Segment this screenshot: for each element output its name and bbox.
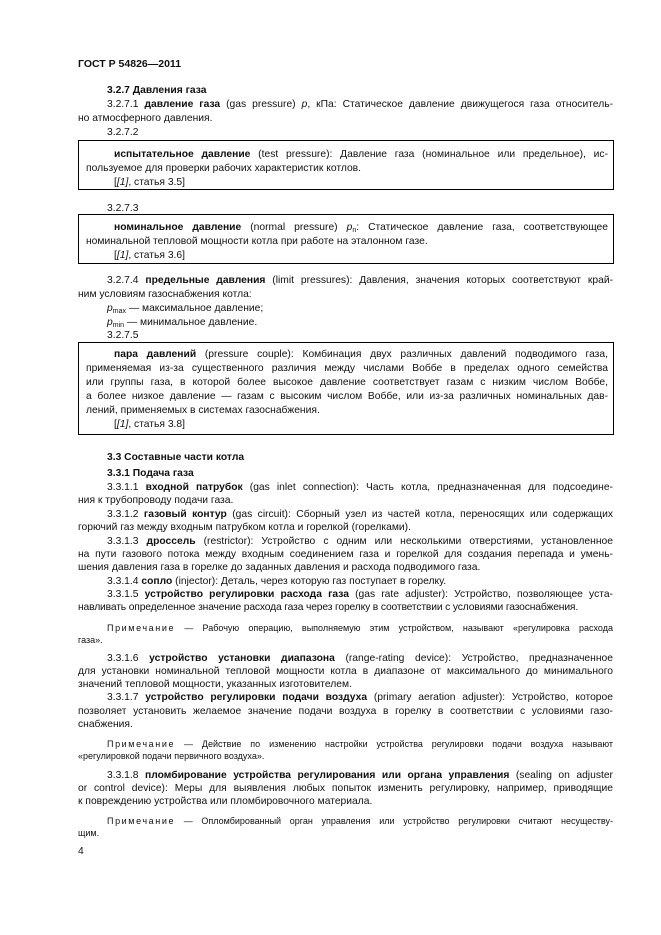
reference-3-2-7-5: [[1], статья 3.8] bbox=[114, 419, 185, 430]
term-3-2-7-3-number: 3.2.7.3 bbox=[107, 203, 139, 214]
term-3-3-1-2-cont: горючий газ между входным патрубком котла и горелкой (горелками). bbox=[78, 522, 411, 533]
term-3-2-7-3: номинальное давление (normal pressure) $p_n$: Статическое давление газа, соответствующее bbox=[114, 222, 609, 234]
reference-3-2-7-3: [[1], статья 3.6] bbox=[114, 250, 185, 261]
term-3-3-1-6-line2: для установки номинальной тепловой мощности котла в диапазоне от максимального до минимального bbox=[78, 666, 613, 677]
note-1-cont: газа». bbox=[78, 635, 103, 645]
term-3-2-7-4-cont: ним условиям газоснабжения котла: bbox=[78, 289, 252, 300]
note-1: Примечание — Рабочую операцию, выполняемую этим устройством, называют «регулировка расхода bbox=[107, 623, 613, 633]
term-3-3-1-6-line3: значений тепловой мощности, указанных изготовителем. bbox=[78, 679, 352, 690]
note-3-cont: щим. bbox=[78, 828, 100, 838]
term-3-3-1-3: 3.3.1.3 дроссель (restrictor): Устройство с одним или несколькими отверстиями, установленное bbox=[107, 536, 613, 547]
term-3-2-7-2: испытательное давление (test pressure): Давление газа (номинальное или предельное), ис- bbox=[114, 149, 608, 160]
term-3-3-1-7-line3: снабжения. bbox=[78, 719, 133, 730]
term-3-3-1-3-line3: шения давления газа в горелке до заданных давления и расхода подводимого газа. bbox=[78, 562, 481, 573]
term-3-3-1-3-line2: на пути газового потока между входным соединением газа и горелкой для создания перепада и умень- bbox=[78, 549, 613, 560]
term-3-3-1-8-line3: к повреждению устройства или пломбировочного материала. bbox=[78, 796, 373, 807]
term-3-2-7-2-cont: пользуемое для проверки рабочих характеристик котлов. bbox=[86, 163, 362, 174]
term-3-2-7-5: пара давлений (pressure couple): Комбинация двух различных давлений подводимого газа, bbox=[114, 349, 608, 360]
page-number: 4 bbox=[78, 846, 84, 857]
term-3-3-1-5-cont: навливать определенное значение расхода газа через горелку в соответствии с условиями газоснабжения. bbox=[78, 602, 579, 613]
term-3-3-1-2: 3.3.1.2 газовый контур (gas circuit): Сборный узел из частей котла, переносящих или содержащих bbox=[107, 509, 613, 520]
pressure-min-item: $p_{min}$ — минимальное давление. bbox=[107, 317, 258, 329]
section-heading-3-3: 3.3 Составные части котла bbox=[107, 452, 245, 463]
term-3-3-1-6: 3.3.1.6 устройство установки диапазона (range-rating device): Устройство, предназначенное bbox=[107, 653, 613, 664]
term-3-3-1-1-cont: ния к трубопроводу подачи газа. bbox=[78, 495, 234, 506]
term-3-2-7-1-cont: но атмосферного давления. bbox=[78, 113, 213, 124]
term-3-3-1-7: 3.3.1.7 устройство регулировки подачи воздуха (primary aeration adjuster): Устройство, которое bbox=[107, 692, 613, 703]
note-2-cont: «регулировкой подачи первичного воздуха». bbox=[78, 751, 265, 761]
term-3-2-7-5-number: 3.2.7.5 bbox=[107, 330, 139, 341]
note-3: Примечание — Опломбированный орган управления или устройство регулировки считают несуществу- bbox=[107, 816, 613, 826]
term-3-3-1-8-line2: or control device): Меры для выявления любых попыток изменить регулировку, например, приводящие bbox=[78, 783, 613, 794]
term-3-3-1-1: 3.3.1.1 входной патрубок (gas inlet connection): Часть котла, предназначенная для подсоедине- bbox=[107, 482, 613, 493]
term-3-2-7-5-line5: лений, применяемых в системах газоснабжения. bbox=[86, 405, 320, 416]
section-heading-3-2-7: 3.2.7 Давления газа bbox=[107, 85, 207, 96]
term-3-2-7-3-cont: номинальной тепловой мощности котла при работе на эталонном газе. bbox=[86, 236, 428, 247]
term-3-3-1-7-line2: позволяет установить желаемое значение подачи воздуха в горелку в соответствии с условиями газо- bbox=[78, 706, 613, 717]
note-2: Примечание — Действие по изменению настройки устройства регулировки подачи воздуха называют bbox=[107, 739, 613, 749]
term-3-2-7-2-number: 3.2.7.2 bbox=[107, 127, 139, 138]
term-3-2-7-4: 3.2.7.4 предельные давления (limit pressures): Давления, значения которых соответствуют край- bbox=[107, 275, 613, 286]
term-3-2-7-1: 3.2.7.1 давление газа (gas pressure) p, кПа: Статическое давление движущегося газа относитель- bbox=[107, 99, 613, 110]
term-3-3-1-4: 3.3.1.4 сопло (injector): Деталь, через которую газ поступает в горелку. bbox=[107, 576, 447, 587]
term-3-3-1-8: 3.3.1.8 пломбирование устройства регулирования или органа управления (sealing on adjuster bbox=[107, 770, 613, 781]
term-3-2-7-5-line2: применяемая из-за существенного различия между числами Воббе в пределах одного семейства bbox=[86, 363, 608, 374]
term-3-2-7-5-line4: а более низкое давление — газам с высоким числом Воббе, или из-за различных номинальных дав- bbox=[86, 391, 608, 402]
term-3-2-7-5-line3: или группы газа, в которой более высокое давление соответствует газам с низким числом Воббе, bbox=[86, 377, 608, 388]
section-heading-3-3-1: 3.3.1 Подача газа bbox=[107, 468, 194, 479]
pressure-max-item: $p_{max}$ — максимальное давление; bbox=[107, 303, 264, 315]
standard-designation: ГОСТ Р 54826—2011 bbox=[78, 58, 182, 70]
term-3-3-1-5: 3.3.1.5 устройство регулировки расхода газа (gas rate adjuster): Устройство, позволяющее уста- bbox=[107, 589, 613, 600]
reference-3-2-7-2: [[1], статья 3.5] bbox=[114, 177, 185, 188]
